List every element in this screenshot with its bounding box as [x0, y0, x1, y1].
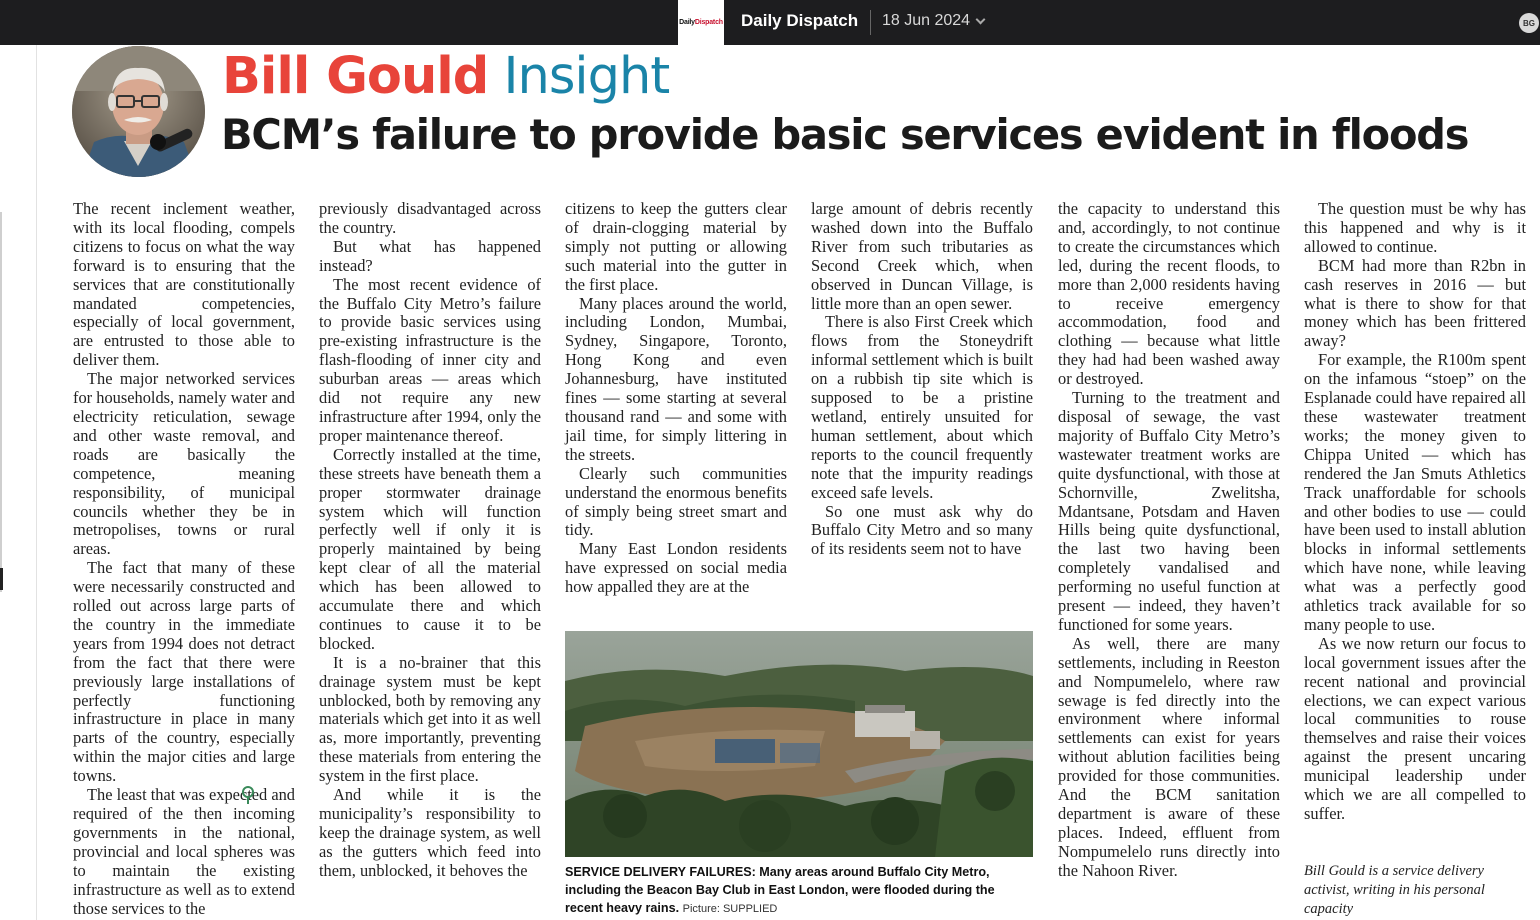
photo-caption [565, 863, 1035, 918]
paragraph: The fact that many of these were necessarily constructed and rolled out across large parts of the country in the immediate years from 1994 does not detract from the fact that there were previously large installations of perfectly functioning infrastructure in place in many parts of the country, especially within the major cities and large towns. [73, 558, 295, 786]
paragraph: There is also First Creek which flows from the Stoneydrift informal settlement which is built on a rubbish tip site which is supposed to be a pristine wetland, entirely unsuited for human settlement, about which reports to the council frequently note that the impurity readings exceed safe levels. [811, 312, 1033, 502]
publication-logo-thumbnail[interactable] [678, 0, 724, 45]
article-column-2 [319, 200, 541, 881]
flood-photo [565, 631, 1033, 857]
paragraph: So one must ask why do Buffalo City Metro and so many of its residents seem not to have [811, 501, 1033, 559]
paragraph: Many places around the world, including London, Mumbai, Sydney, Singapore, Toronto, Hong Kong and even Johannesburg, have instituted fines — some starting at several thousand rand — and some with jail time, for simply littering in the streets. [565, 293, 787, 464]
paragraph: Clearly such communities understand the enormous benefits of simply being street smart and tidy. [565, 463, 787, 540]
article-column-6 [1304, 200, 1526, 824]
chevron-down-icon [976, 14, 986, 24]
page-gutter-rule [36, 45, 37, 920]
article-column-5 [1058, 200, 1280, 881]
paragraph: The least that was expected and required of the then incoming governments in the national, provincial and local spheres was to maintain the existing infrastructure as well as to extend those services to the [73, 785, 295, 918]
paragraph: BCM had more than R2bn in cash reserves in 2016 — but what is there to show for that money which has been frittered away? [1304, 255, 1526, 351]
paragraph: As well, there are many settlements, including in Reeston and Nompumelelo, where raw sewage is fed directly into the environment where informal settlements can exist for years without ablution facilities being provided for those communities. And the BCM sanitation department is aware of these places. Indeed, effluent from Nompumelelo runs directly into the Nahoon River. [1058, 633, 1280, 880]
paragraph: The major networked services for households, namely water and electricity reticulation, sewage and other waste removal, and roads are basically the competence, meaning responsibility, of municipal councils whether they be in metropolises, towns or rural areas. [73, 369, 295, 559]
paragraph: The question must be why has this happened and why is it allowed to continue. [1304, 199, 1526, 256]
avatar[interactable]: BG [1519, 13, 1539, 33]
caption-text: SERVICE DELIVERY FAILURES: Many areas around Buffalo City Metro, including the Beacon Bay Club in East London, were flooded during the recent heavy rains. [565, 865, 995, 915]
reader-top-bar [0, 0, 1540, 45]
logo-text: DailyDispatch [679, 19, 723, 26]
paragraph: For example, the R100m spent on the infamous “stoep” on the Esplanade could have repaired all these wastewater treatment works; the money given to Chippa United — which has rendered the Jan Smuts Athletics Track unaffordable for schools and other bodies to use — could have been used to install ablution blocks in informal settlements which have none, while leaving what was a perfectly good athletics track available for so many people to use. [1304, 350, 1526, 634]
paragraph: previously disadvantaged across the country. [319, 199, 541, 237]
column-label: Insight [503, 47, 670, 106]
author-portrait [72, 46, 205, 177]
issue-date-label: 18 Jun 2024 [882, 12, 971, 29]
author-bio: Bill Gould is a service delivery activist, writing in his personal capacity [1304, 863, 1485, 917]
divider [870, 10, 871, 35]
page-edge-marker [0, 568, 3, 590]
article-column-3 [565, 200, 787, 597]
photo-credit: Picture: SUPPLIED [682, 903, 778, 915]
issue-date-dropdown[interactable] [882, 12, 984, 30]
paragraph: It is a no-brainer that this drainage system must be kept unblocked, both by removing any materials which get into it as well as, more importantly, preventing these materials from entering the system in the first place. [319, 652, 541, 786]
page-edge [0, 212, 2, 592]
paragraph: Correctly installed at the time, these streets have beneath them a proper stormwater drainage system which will function perfectly well if only it is properly maintained by being kept clear of all the material which has been allowed to accumulate there and which continues to cause it to be blocked. [319, 444, 541, 653]
article-headline: BCM’s failure to provide basic services evident in floods [221, 110, 1469, 159]
map-pin-icon[interactable] [239, 785, 257, 807]
paragraph: Turning to the treatment and disposal of sewage, the vast majority of Buffalo City Metro’s wastewater treatment works are quite dysfunctional, with those at Schornville, Zwelitsha, Mdantsane, Potsdam and Haven Hills being quite dysfunctional, the last two having been completely vandalised and performing no useful function at present — indeed, they haven’t functioned for some years. [1058, 388, 1280, 634]
article-column-1 [73, 200, 295, 918]
paragraph: Many East London residents have expressed on social media how appalled they are at the [565, 539, 787, 597]
publication-title: Daily Dispatch [741, 11, 859, 30]
paragraph: large amount of debris recently washed down into the Buffalo River from such tributaries as Second Creek which, when observed in Duncan Village, is little more than an open sewer. [811, 199, 1033, 313]
paragraph: The recent inclement weather, with its local flooding, compels citizens to focus on what the way forward is to ensuring that the services that are constitutionally mandated competencies, especially of local government, are entrusted to those able to deliver them. [73, 199, 295, 370]
paragraph: But what has happened instead? [319, 236, 541, 275]
paragraph: As we now return our focus to local government issues after the recent national and provincial elections, we can expect various local communities to rouse themselves and raise their voices against the present uncaring municipal leadership under which we are all compelled to suffer. [1304, 633, 1526, 823]
column-kicker [222, 45, 669, 109]
paragraph: the capacity to understand this and, accordingly, to not continue to create the circumstances which led, during the recent floods, to more than 2,000 residents having to receive emergency accommodation, food and clothing — because what little they had had been washed away or destroyed. [1058, 199, 1280, 389]
paragraph: And while it is the municipality’s responsibility to keep the drainage system, as well as the gutters which feed into them, unblocked, it behoves the [319, 785, 541, 880]
paragraph: citizens to keep the gutters clear of drain-clogging material by simply not putting or allowing such material into the gutter in the first place. [565, 199, 787, 294]
article-column-4 [811, 200, 1033, 559]
author-name: Bill Gould [222, 47, 489, 106]
paragraph: The most recent evidence of the Buffalo City Metro’s failure to provide basic services using pre-existing infrastructure is the flash-flooding of inner city and suburban areas — areas which did not require any new infrastructure after 1994, only the proper maintenance thereof. [319, 274, 541, 445]
